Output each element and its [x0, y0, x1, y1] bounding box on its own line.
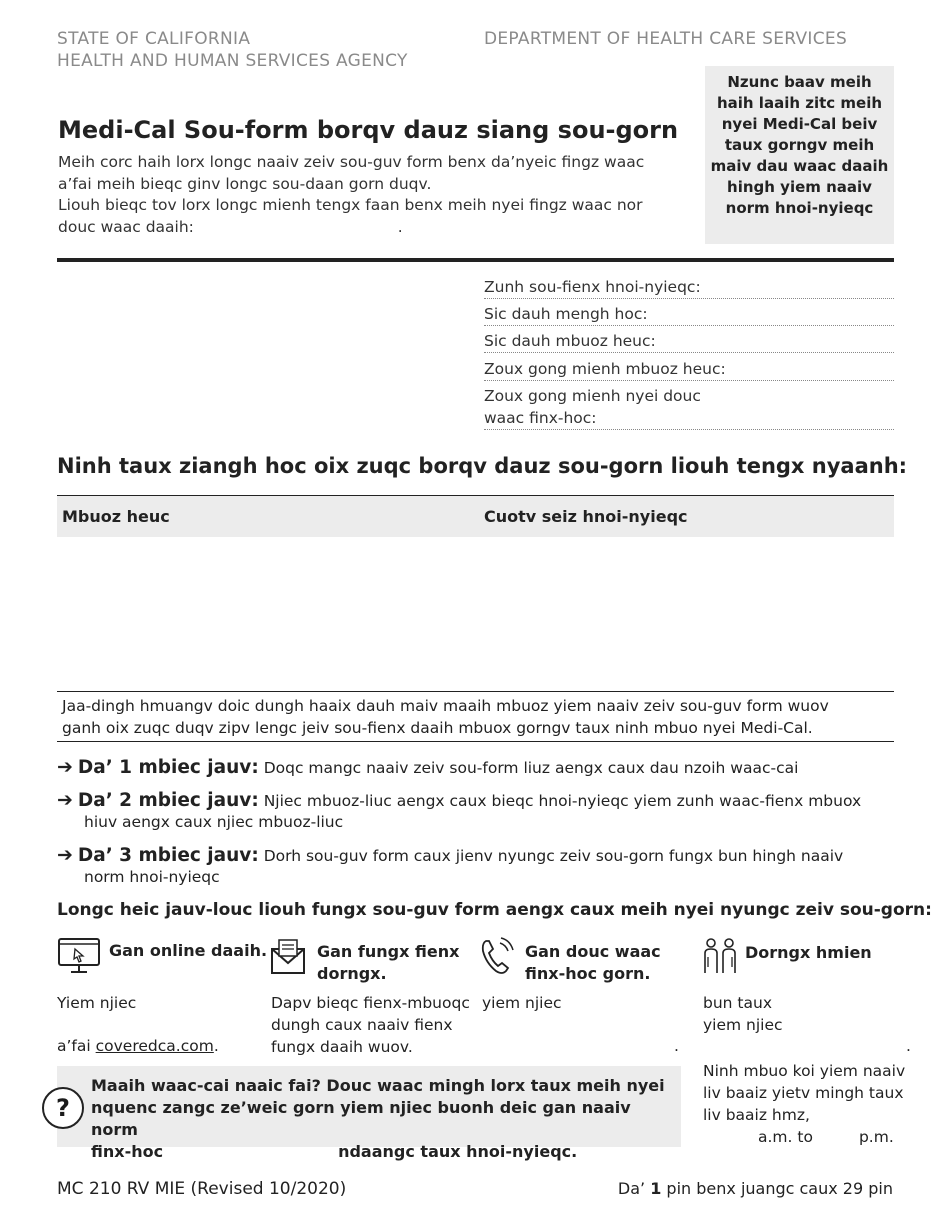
table-body[interactable] — [57, 537, 894, 691]
notice-line: norm hnoi-nyieqc — [725, 199, 874, 217]
col-header-name: Mbuoz heuc — [62, 507, 170, 526]
notice-line: maiv dau waac daaih — [710, 157, 889, 175]
note-bottom-rule — [57, 741, 894, 742]
field-case-number[interactable]: Sic dauh mengh hoc: — [484, 303, 894, 326]
method-online-link-line — [57, 1035, 219, 1057]
field-case-name[interactable]: Sic dauh mbuoz heuc: — [484, 330, 894, 353]
field-notice-date[interactable]: Zunh sou-fienx hnoi-nyieqc: — [484, 276, 894, 299]
agency-line-1: STATE OF CALIFORNIA — [57, 29, 251, 49]
table-header — [57, 496, 894, 537]
label-line: dorngx. — [317, 964, 387, 983]
computer-icon — [57, 937, 101, 975]
intro-line: a’fai meih bieqc ginv longc sou-daan gorn duqv. — [58, 174, 432, 193]
col-header-due-date: Cuotv seiz hnoi-nyieqc — [484, 507, 688, 526]
text-line: Dapv bieqc fienx-mbuoqc — [271, 994, 470, 1012]
help-line: Maaih waac-cai naaic fai? Douc waac mingh lorx taux meih nyei — [91, 1076, 665, 1095]
step-label: Da’ 3 mbiec jauv: — [77, 845, 259, 866]
arrow-right-icon: ➔ — [57, 844, 73, 866]
page-title: Medi-Cal Sou-form borqv dauz siang sou-gorn — [58, 116, 679, 144]
intro-line — [58, 217, 698, 239]
note-paragraph — [62, 695, 892, 739]
method-person-dot: . — [906, 1037, 911, 1055]
help-text — [91, 1075, 676, 1163]
arrow-right-icon: ➔ — [57, 789, 73, 811]
note-line: Jaa-dingh hmuangv doic dungh haaix dauh maiv maaih mbuoz yiem naaiv zeiv sou-guv form wuov — [62, 697, 829, 715]
page-num: 1 — [650, 1179, 662, 1198]
method-person-text — [703, 992, 783, 1036]
step-text-cont: hiuv aengx caux njiec mbuoz-liuc — [84, 813, 344, 831]
phone-prompt: douc waac daaih: — [58, 217, 194, 236]
phone-label: finx-hoc — [91, 1142, 164, 1161]
field-worker-name[interactable]: Zoux gong mienh mbuoz heuc: — [484, 358, 894, 381]
step-3 — [57, 845, 897, 888]
agency-block — [57, 28, 408, 72]
help-line — [91, 1141, 676, 1163]
field-worker-phone[interactable] — [484, 385, 894, 430]
step-text-cont: norm hnoi-nyieqc — [84, 868, 220, 886]
period: . — [213, 1037, 219, 1055]
label-line: Gan douc waac — [525, 942, 661, 961]
method-online-label: Gan online daaih. — [109, 941, 268, 960]
step-text: Dorh sou-guv form caux jienv nyungc zeiv sou-gorn fungx bun hingh naaiv — [263, 847, 844, 865]
hours-line: liv baaiz hmz, — [703, 1106, 810, 1124]
section-heading: Ninh taux ziangh hoc oix zuqc borqv dauz sou-gorn liouh tengx nyaanh: — [57, 454, 908, 478]
header-divider — [57, 258, 894, 262]
step-2 — [57, 790, 897, 833]
intro-paragraph — [58, 152, 698, 238]
field-label: waac finx-hoc: — [484, 409, 597, 427]
label-line: finx-hoc gorn. — [525, 964, 651, 983]
office-hours — [703, 1060, 948, 1148]
method-phone-label — [525, 941, 661, 985]
methods-heading: Longc heic jauv-louc liouh fungx sou-guv form aengx caux meih nyei nyungc zeiv sou-gorn: — [57, 900, 932, 920]
notice-line: nyei Medi-Cal beiv — [721, 115, 878, 133]
intro-line: Meih corc haih lorx longc naaiv zeiv sou-guv form benx da’nyeic fingz waac — [58, 153, 645, 171]
notice-line: haih laaih zitc meih — [716, 94, 883, 112]
text-line: fungx daaih wuov. — [271, 1038, 413, 1056]
note-line: ganh oix zuqc duqv zipv lengc jeiv sou-fienx daaih mbuox gorngv taux ninh mbuo nyei Medi-Cal. — [62, 719, 813, 737]
coveredca-link[interactable]: coveredca.com — [95, 1037, 214, 1055]
method-person-label: Dorngx hmien — [745, 943, 872, 962]
deadline-text: ndaangc taux hnoi-nyieqc. — [338, 1142, 578, 1161]
hours-line: liv baaiz yietv mingh taux — [703, 1084, 904, 1102]
notice-box — [705, 66, 894, 244]
text-line: dungh caux naaiv fienx — [271, 1016, 453, 1034]
method-online-text: Yiem njiec — [57, 994, 137, 1012]
page-suffix: pin benx juangc caux 29 pin — [661, 1179, 893, 1198]
help-line: nquenc zangc ze’weic gorn yiem njiec buonh deic gan naaiv norm — [91, 1098, 631, 1139]
page-number — [618, 1179, 893, 1198]
period: . — [397, 217, 403, 236]
department-name: DEPARTMENT OF HEALTH CARE SERVICES — [484, 29, 848, 49]
notice-line: Nzunc baav meih — [727, 73, 872, 91]
text-line: yiem njiec — [703, 1016, 783, 1034]
step-label: Da’ 1 mbiec jauv: — [77, 757, 259, 778]
am-to: a.m. to — [758, 1128, 813, 1146]
note-top-rule — [57, 691, 894, 692]
notice-line: taux gorngv meih — [724, 136, 875, 154]
step-label: Da’ 2 mbiec jauv: — [77, 790, 259, 811]
hours-line: Ninh mbuo koi yiem naaiv — [703, 1062, 906, 1080]
or-text: a’fai — [57, 1037, 96, 1055]
page-prefix: Da’ — [617, 1179, 651, 1198]
question-icon: ? — [42, 1087, 84, 1129]
step-1 — [57, 757, 897, 779]
people-icon — [702, 937, 738, 975]
method-phone-dot: . — [674, 1037, 679, 1055]
arrow-right-icon: ➔ — [57, 756, 73, 778]
step-text: Doqc mangc naaiv zeiv sou-form liuz aengx caux dau nzoih waac-cai — [263, 759, 799, 777]
method-phone-text: yiem njiec — [482, 994, 562, 1012]
hours-line — [703, 1126, 948, 1148]
method-mail-label — [317, 941, 459, 985]
agency-line-2: HEALTH AND HUMAN SERVICES AGENCY — [57, 51, 408, 71]
method-mail-text — [271, 992, 470, 1058]
form-id: MC 210 RV MIE (Revised 10/2020) — [57, 1179, 347, 1199]
field-label: Zoux gong mienh nyei douc — [484, 387, 701, 405]
phone-icon — [480, 937, 514, 975]
notice-line: hingh yiem naaiv — [727, 178, 872, 196]
envelope-icon — [270, 937, 306, 975]
text-line: bun taux — [703, 994, 772, 1012]
intro-line: Liouh bieqc tov lorx longc mienh tengx faan benx meih nyei fingz waac nor — [58, 196, 643, 214]
step-text: Njiec mbuoz-liuc aengx caux bieqc hnoi-nyieqc yiem zunh waac-fienx mbuox — [263, 792, 862, 810]
pm: p.m. — [858, 1128, 894, 1146]
label-line: Gan fungx fienx — [317, 942, 460, 961]
